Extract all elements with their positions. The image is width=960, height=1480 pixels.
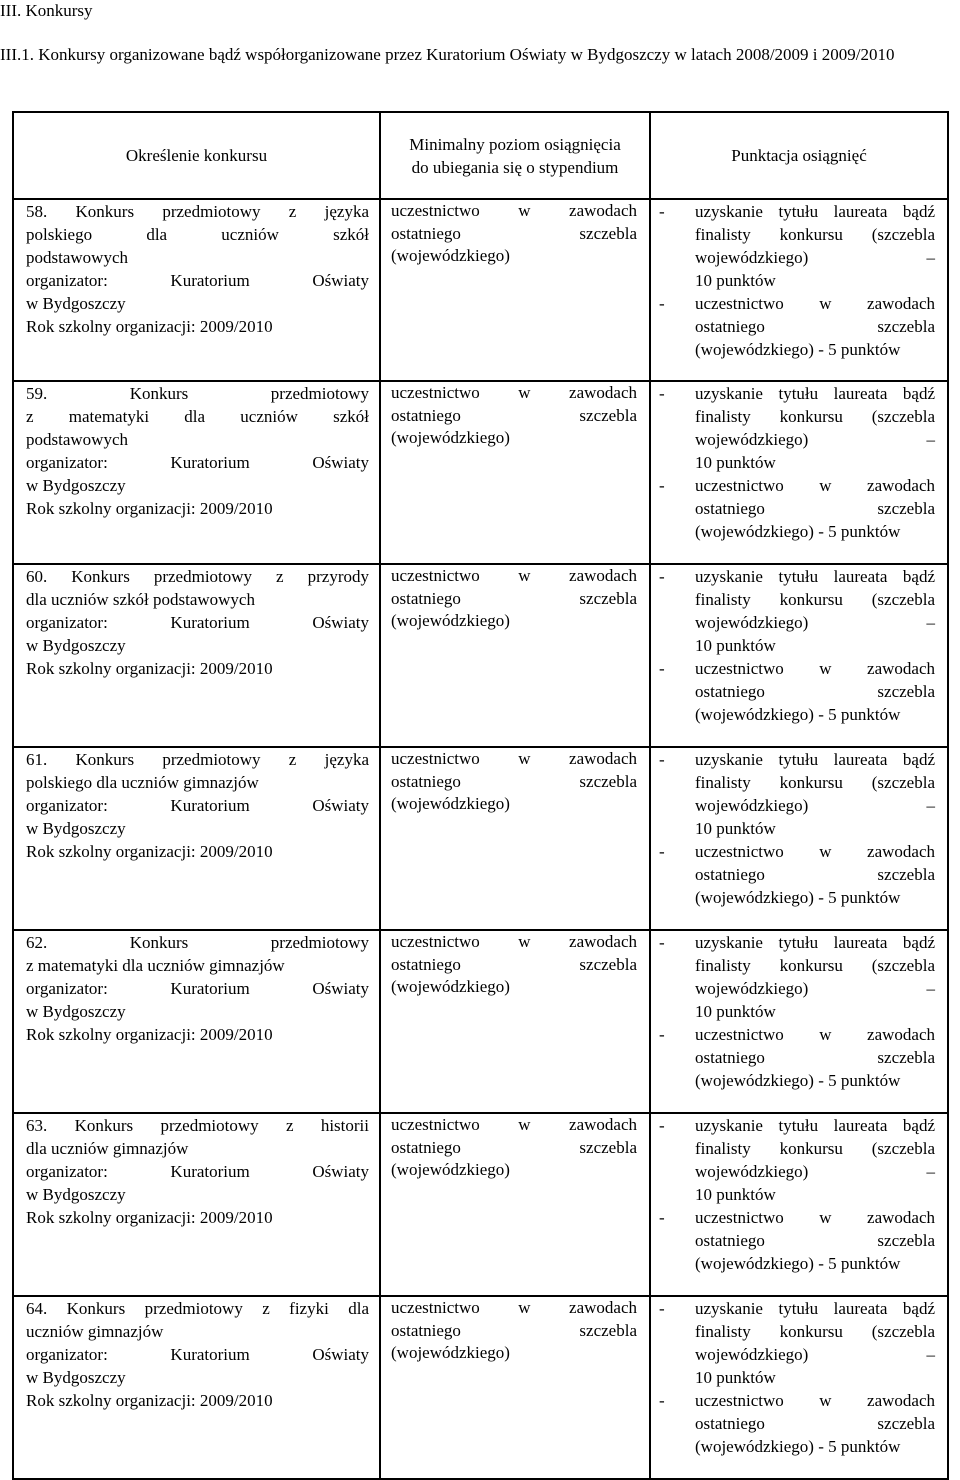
points-line: wojewódzkiego) –	[695, 979, 935, 998]
contest-cell	[13, 564, 380, 747]
contest-title	[26, 931, 369, 977]
points-item-laureate	[659, 200, 935, 292]
bullet-dash: -	[659, 1391, 665, 1410]
points-item-laureate	[659, 1114, 935, 1206]
points-line: uczestnictwo w zawodach	[695, 1025, 935, 1044]
contest-organizer: organizator: Kuratorium Oświaty	[26, 1345, 369, 1364]
min-level-line: (wojewódzkiego)	[391, 246, 510, 265]
min-level-line: ostatniego szczebla	[391, 771, 637, 791]
points-line: finalisty konkursu (szczebla	[695, 225, 935, 244]
contest-title	[26, 1114, 369, 1160]
contest-city: w Bydgoszczy	[26, 476, 126, 495]
points-line: finalisty konkursu (szczebla	[695, 956, 935, 975]
contest-title	[26, 748, 369, 794]
contest-title-line: dla uczniów szkół podstawowych	[26, 590, 255, 609]
points-line: finalisty konkursu (szczebla	[695, 1322, 935, 1341]
min-level-cell	[380, 930, 650, 1113]
bullet-dash: -	[659, 476, 665, 495]
table-row	[13, 1296, 948, 1479]
points-line: (wojewódzkiego) - 5 punktów	[695, 522, 901, 541]
min-level-cell	[380, 1113, 650, 1296]
table-row	[13, 747, 948, 930]
header-contest-label: Określenie konkursu	[125, 146, 268, 165]
min-level-line: ostatniego szczebla	[391, 954, 637, 974]
contest-cell	[13, 747, 380, 930]
points-list	[651, 1297, 947, 1458]
contest-cell	[13, 1296, 380, 1479]
points-line: wojewódzkiego) –	[695, 430, 935, 449]
contest-year: Rok szkolny organizacji: 2009/2010	[26, 1391, 273, 1410]
points-line: ostatniego szczebla	[695, 865, 935, 884]
points-line: ostatniego szczebla	[695, 317, 935, 336]
bullet-dash: -	[659, 659, 665, 678]
points-line: uzyskanie tytułu laureata bądź	[695, 1116, 935, 1135]
contest-title-line: 63. Konkurs przedmiotowy z historii	[26, 1116, 369, 1135]
min-level-line: uczestnictwo w zawodach	[391, 383, 637, 402]
min-level-line: (wojewódzkiego)	[391, 1160, 510, 1179]
header-points	[650, 112, 948, 199]
contest-year: Rok szkolny organizacji: 2009/2010	[26, 1025, 273, 1044]
points-list	[651, 565, 947, 726]
min-level-text	[381, 200, 649, 268]
contest-title-line: uczniów gimnazjów	[26, 1322, 164, 1341]
points-line: ostatniego szczebla	[695, 499, 935, 518]
points-line: uczestnictwo w zawodach	[695, 842, 935, 861]
min-level-line: uczestnictwo w zawodach	[391, 566, 637, 585]
points-line: wojewódzkiego) –	[695, 796, 935, 815]
points-line: finalisty konkursu (szczebla	[695, 407, 935, 426]
points-item-participation	[659, 292, 935, 361]
points-line: (wojewódzkiego) - 5 punktów	[695, 1071, 901, 1090]
contest-year: Rok szkolny organizacji: 2009/2010	[26, 842, 273, 861]
contest-title	[26, 565, 369, 611]
min-level-text	[381, 748, 649, 816]
points-cell	[650, 1296, 948, 1479]
contest-city: w Bydgoszczy	[26, 819, 126, 838]
points-item-participation	[659, 1389, 935, 1458]
bullet-dash: -	[659, 1299, 665, 1318]
points-item-laureate	[659, 1297, 935, 1389]
contest-organizer: organizator: Kuratorium Oświaty	[26, 453, 369, 472]
bullet-dash: -	[659, 202, 665, 221]
points-item-laureate	[659, 931, 935, 1023]
min-level-line: uczestnictwo w zawodach	[391, 1115, 637, 1134]
points-line: uzyskanie tytułu laureata bądź	[695, 750, 935, 769]
points-line: (wojewódzkiego) - 5 punktów	[695, 340, 901, 359]
header-points-label: Punktacja osiągnięć	[731, 146, 867, 165]
min-level-line: ostatniego szczebla	[391, 1320, 637, 1340]
contest-description	[14, 931, 379, 1046]
contest-description	[14, 1114, 379, 1229]
points-line: ostatniego szczebla	[695, 682, 935, 701]
points-cell	[650, 1113, 948, 1296]
contest-table	[12, 111, 949, 1480]
contest-title	[26, 200, 369, 269]
points-line: uczestnictwo w zawodach	[695, 476, 935, 495]
points-line: uzyskanie tytułu laureata bądź	[695, 933, 935, 952]
points-list	[651, 382, 947, 543]
points-line: uczestnictwo w zawodach	[695, 1391, 935, 1410]
min-level-line: ostatniego szczebla	[391, 405, 637, 425]
points-line: finalisty konkursu (szczebla	[695, 1139, 935, 1158]
table-row	[13, 564, 948, 747]
min-level-text	[381, 382, 649, 450]
table-row	[13, 930, 948, 1113]
points-line: ostatniego szczebla	[695, 1048, 935, 1067]
points-cell	[650, 930, 948, 1113]
min-level-text	[381, 1297, 649, 1365]
min-level-line: ostatniego szczebla	[391, 1137, 637, 1157]
contest-organizer: organizator: Kuratorium Oświaty	[26, 1162, 369, 1181]
contest-year: Rok szkolny organizacji: 2009/2010	[26, 1208, 273, 1227]
section-heading: III. Konkursy	[0, 1, 93, 20]
contest-title-line: polskiego dla uczniów szkół	[26, 225, 369, 244]
min-level-line: uczestnictwo w zawodach	[391, 749, 637, 768]
contest-organizer: organizator: Kuratorium Oświaty	[26, 613, 369, 632]
contest-title-line: 59. Konkurs przedmiotowy	[26, 384, 369, 403]
contest-year: Rok szkolny organizacji: 2009/2010	[26, 659, 273, 678]
contest-title-line: 64. Konkurs przedmiotowy z fizyki dla	[26, 1299, 369, 1318]
contest-description	[14, 382, 379, 520]
bullet-dash: -	[659, 1116, 665, 1135]
contest-description	[14, 1297, 379, 1412]
points-line: 10 punktów	[695, 1368, 776, 1387]
points-line: 10 punktów	[695, 819, 776, 838]
points-item-participation	[659, 1206, 935, 1275]
contest-description	[14, 200, 379, 338]
contest-organizer: organizator: Kuratorium Oświaty	[26, 271, 369, 290]
bullet-dash: -	[659, 384, 665, 403]
min-level-line: (wojewódzkiego)	[391, 611, 510, 630]
points-item-laureate	[659, 565, 935, 657]
table-header-row	[13, 112, 948, 199]
min-level-cell	[380, 381, 650, 564]
contest-title-line: 61. Konkurs przedmiotowy z języka	[26, 750, 369, 769]
contest-title-line: 62. Konkurs przedmiotowy	[26, 933, 369, 952]
points-item-laureate	[659, 748, 935, 840]
points-line: 10 punktów	[695, 636, 776, 655]
points-line: uczestnictwo w zawodach	[695, 294, 935, 313]
points-line: (wojewódzkiego) - 5 punktów	[695, 1437, 901, 1456]
contest-cell	[13, 1113, 380, 1296]
points-list	[651, 748, 947, 909]
contest-year: Rok szkolny organizacji: 2009/2010	[26, 317, 273, 336]
header-min-level-label: Minimalny poziom osiągnięcia do ubiegania się o stypendium	[409, 134, 621, 177]
points-line: uzyskanie tytułu laureata bądź	[695, 202, 935, 221]
points-line: uzyskanie tytułu laureata bądź	[695, 384, 935, 403]
points-line: ostatniego szczebla	[695, 1231, 935, 1250]
points-line: wojewódzkiego) –	[695, 1162, 935, 1181]
min-level-line: uczestnictwo w zawodach	[391, 201, 637, 220]
points-cell	[650, 381, 948, 564]
table-row	[13, 1113, 948, 1296]
contest-description	[14, 565, 379, 680]
points-line: finalisty konkursu (szczebla	[695, 590, 935, 609]
points-item-participation	[659, 657, 935, 726]
min-level-line: uczestnictwo w zawodach	[391, 1298, 637, 1317]
contest-city: w Bydgoszczy	[26, 636, 126, 655]
min-level-line: ostatniego szczebla	[391, 223, 637, 243]
bullet-dash: -	[659, 1208, 665, 1227]
min-level-cell	[380, 1296, 650, 1479]
min-level-cell	[380, 564, 650, 747]
contest-cell	[13, 199, 380, 381]
bullet-dash: -	[659, 842, 665, 861]
contest-organizer: organizator: Kuratorium Oświaty	[26, 979, 369, 998]
contest-title-line: podstawowych	[26, 248, 128, 267]
points-cell	[650, 564, 948, 747]
contest-title-line: polskiego dla uczniów gimnazjów	[26, 773, 259, 792]
min-level-cell	[380, 747, 650, 930]
points-line: uzyskanie tytułu laureata bądź	[695, 1299, 935, 1318]
points-line: finalisty konkursu (szczebla	[695, 773, 935, 792]
contest-title-line: podstawowych	[26, 430, 128, 449]
min-level-text	[381, 565, 649, 633]
bullet-dash: -	[659, 567, 665, 586]
points-line: 10 punktów	[695, 271, 776, 290]
contest-title-line: 58. Konkurs przedmiotowy z języka	[26, 202, 369, 221]
header-min-level	[380, 112, 650, 199]
min-level-text	[381, 1114, 649, 1182]
contest-city: w Bydgoszczy	[26, 1185, 126, 1204]
table-row	[13, 199, 948, 381]
min-level-text	[381, 931, 649, 999]
points-cell	[650, 199, 948, 381]
min-level-line: (wojewódzkiego)	[391, 428, 510, 447]
contest-year: Rok szkolny organizacji: 2009/2010	[26, 499, 273, 518]
points-line: uczestnictwo w zawodach	[695, 659, 935, 678]
bullet-dash: -	[659, 933, 665, 952]
header-contest	[13, 112, 380, 199]
points-line: ostatniego szczebla	[695, 1414, 935, 1433]
points-cell	[650, 747, 948, 930]
contest-city: w Bydgoszczy	[26, 1368, 126, 1387]
points-item-participation	[659, 840, 935, 909]
points-line: 10 punktów	[695, 1185, 776, 1204]
points-item-laureate	[659, 382, 935, 474]
contest-organizer: organizator: Kuratorium Oświaty	[26, 796, 369, 815]
points-item-participation	[659, 1023, 935, 1092]
points-list	[651, 1114, 947, 1275]
points-line: wojewódzkiego) –	[695, 613, 935, 632]
contest-description	[14, 748, 379, 863]
min-level-line: ostatniego szczebla	[391, 588, 637, 608]
contest-cell	[13, 930, 380, 1113]
bullet-dash: -	[659, 750, 665, 769]
min-level-line: (wojewódzkiego)	[391, 794, 510, 813]
contest-title	[26, 382, 369, 451]
points-line: wojewódzkiego) –	[695, 1345, 935, 1364]
contest-title-line: z matematyki dla uczniów szkół	[26, 407, 369, 426]
contest-title	[26, 1297, 369, 1343]
min-level-line: (wojewódzkiego)	[391, 977, 510, 996]
contest-cell	[13, 381, 380, 564]
points-line: 10 punktów	[695, 453, 776, 472]
contest-city: w Bydgoszczy	[26, 294, 126, 313]
points-line: uczestnictwo w zawodach	[695, 1208, 935, 1227]
table-row	[13, 381, 948, 564]
min-level-line: (wojewódzkiego)	[391, 1343, 510, 1362]
min-level-cell	[380, 199, 650, 381]
points-list	[651, 931, 947, 1092]
points-line: wojewódzkiego) –	[695, 248, 935, 267]
points-line: (wojewódzkiego) - 5 punktów	[695, 705, 901, 724]
bullet-dash: -	[659, 294, 665, 313]
points-item-participation	[659, 474, 935, 543]
points-line: (wojewódzkiego) - 5 punktów	[695, 888, 901, 907]
points-line: (wojewódzkiego) - 5 punktów	[695, 1254, 901, 1273]
contest-city: w Bydgoszczy	[26, 1002, 126, 1021]
min-level-line: uczestnictwo w zawodach	[391, 932, 637, 951]
subsection-heading: III.1. Konkursy organizowane bądź współorganizowane przez Kuratorium Oświaty w Bydgoszczy w latach 2008/2009 i 2009/2010	[0, 45, 895, 64]
points-line: 10 punktów	[695, 1002, 776, 1021]
contest-title-line: 60. Konkurs przedmiotowy z przyrody	[26, 567, 369, 586]
contest-title-line: z matematyki dla uczniów gimnazjów	[26, 956, 285, 975]
points-line: uzyskanie tytułu laureata bądź	[695, 567, 935, 586]
contest-title-line: dla uczniów gimnazjów	[26, 1139, 189, 1158]
bullet-dash: -	[659, 1025, 665, 1044]
points-list	[651, 200, 947, 361]
